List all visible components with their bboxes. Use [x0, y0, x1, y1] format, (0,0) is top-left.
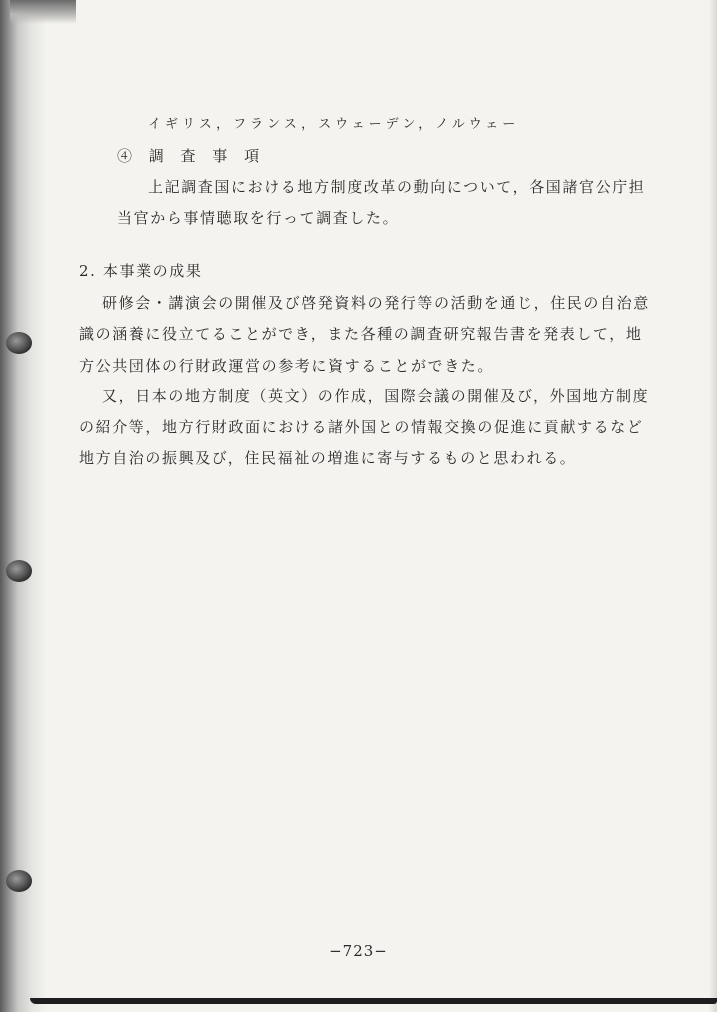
countries-line: イギリス，フランス，スウェーデン，ノルウェー — [148, 117, 520, 132]
para1-line3: 方公共団体の行財政運営の参考に資することができた。 — [79, 357, 495, 375]
item4-heading: ④ 調 査 事 項 — [117, 147, 266, 165]
para2-line2: の紹介等，地方行財政面における諸外国との情報交換の促進に貢献するなど — [79, 418, 644, 436]
binder-gutter — [0, 0, 46, 1012]
item4-text-line2: 当官から事情聴取を行って調査した。 — [117, 209, 400, 227]
para2-line1: 又，日本の地方制度（英文）の作成，国際会議の開催及び，外国地方制度 — [102, 387, 650, 405]
page-number: −723− — [329, 942, 388, 960]
page-bottom-edge — [30, 998, 717, 1004]
para2-line3: 地方自治の振興及び，住民福祉の増進に寄与するものと思われる。 — [79, 449, 577, 467]
binder-ring — [6, 870, 32, 892]
section2-heading: 2. 本事業の成果 — [79, 262, 203, 280]
para1-line1: 研修会・講演会の開催及び啓発資料の発行等の活動を通じ，住民の自治意 — [102, 294, 650, 312]
binder-ring — [6, 560, 32, 582]
para1-line2: 識の涵養に役立てることができ，また各種の調査研究報告書を発表して，地 — [79, 325, 643, 343]
page-edge-shadow — [709, 0, 717, 1012]
item4-text-line1: 上記調査国における地方制度改革の動向について，各国諸官公庁担 — [148, 178, 646, 196]
binder-ring — [6, 332, 32, 354]
binder-top-shadow — [10, 0, 76, 24]
